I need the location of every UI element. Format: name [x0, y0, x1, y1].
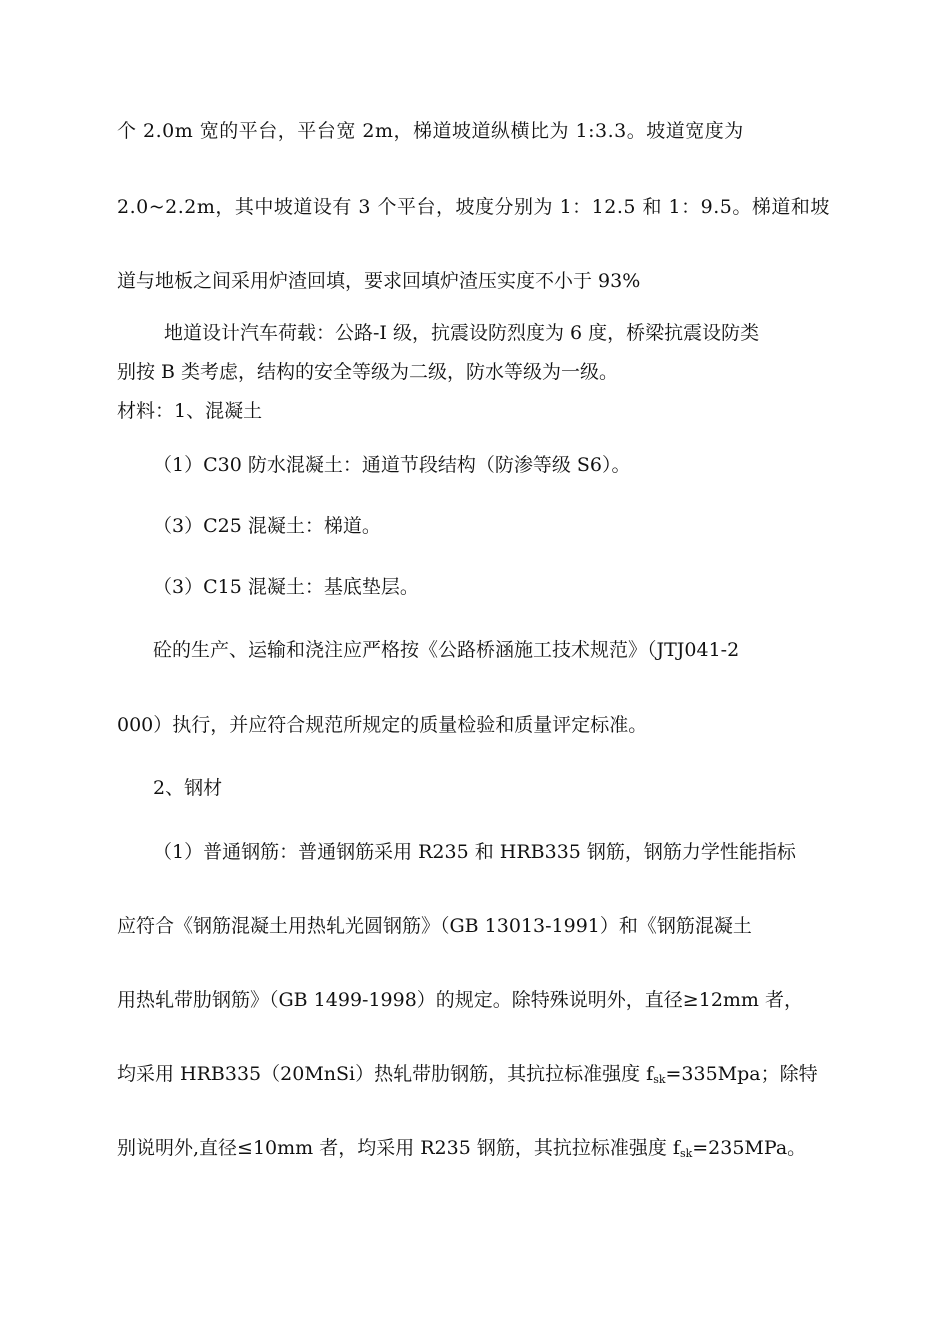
body-text-line: 用热轧带肋钢筋》（GB 1499-1998）的规定。除特殊说明外，直径≥12mm 者， [117, 989, 803, 1011]
body-text-line: 地道设计汽车荷载：公路-I 级，抗震设防烈度为 6 度，桥梁抗震设防类 [164, 322, 760, 344]
text-segment: 均采用 HRB335（20MnSi）热轧带肋钢筋，其抗拉标准强度 f [117, 1063, 654, 1085]
body-text-line: 000）执行，并应符合规范所规定的质量检验和质量评定标准。 [117, 714, 648, 736]
section-heading: 2、钢材 [153, 777, 223, 799]
subscript: sk [653, 1073, 666, 1086]
body-text-line: （1）普通钢筋：普通钢筋采用 R235 和 HRB335 钢筋，钢筋力学性能指标 [153, 841, 796, 863]
text-segment: =335Mpa；除特 [665, 1063, 818, 1085]
text-segment: 别说明外,直径≤10mm 者，均采用 R235 钢筋，其抗拉标准强度 f [117, 1137, 680, 1159]
body-text-line [117, 1135, 806, 1167]
list-item: （1）C30 防水混凝土：通道节段结构（防渗等级 S6）。 [153, 454, 631, 476]
body-text-line: 个 2.0m 宽的平台，平台宽 2m，梯道坡道纵横比为 1:3.3。坡道宽度为 [117, 120, 744, 142]
list-item: （3）C25 混凝土：梯道。 [153, 515, 381, 537]
text-segment: =235MPa。 [692, 1137, 807, 1159]
body-text-line: 应符合《钢筋混凝土用热轧光圆钢筋》（GB 13013-1991）和《钢筋混凝土 [117, 915, 752, 937]
list-item: （3）C15 混凝土：基底垫层。 [153, 576, 419, 598]
body-text-line [117, 1061, 818, 1093]
body-text-line: 砼的生产、运输和浇注应严格按《公路桥涵施工技术规范》（JTJ041-2 [153, 639, 740, 661]
subscript: sk [679, 1147, 693, 1160]
body-text-line: 2.0~2.2m，其中坡道设有 3 个平台，坡度分别为 1：12.5 和 1：9.5。梯道和坡 [117, 196, 830, 218]
section-heading: 材料：1、混凝土 [117, 400, 263, 422]
body-text-line: 别按 B 类考虑，结构的安全等级为二级，防水等级为一级。 [117, 361, 619, 383]
body-text-line: 道与地板之间采用炉渣回填，要求回填炉渣压实度不小于 93% [117, 270, 641, 292]
